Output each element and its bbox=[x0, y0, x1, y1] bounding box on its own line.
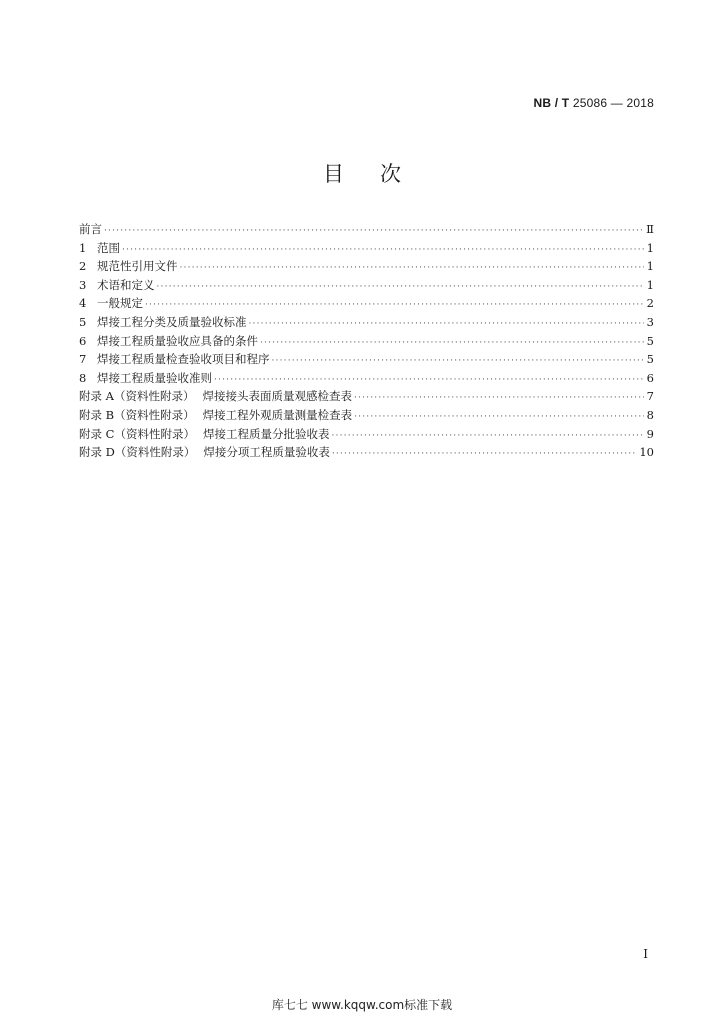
toc-item-label: 附录 A（资料性附录） bbox=[79, 389, 195, 404]
toc-item-page: 6 bbox=[646, 370, 654, 385]
toc-item-appendix-c[interactable] bbox=[79, 425, 654, 444]
toc-item-subtitle: 焊接接头表面质量观感检查表 bbox=[202, 389, 352, 404]
toc-item-label: 范围 bbox=[97, 240, 120, 255]
toc-item-page: 1 bbox=[646, 259, 654, 274]
toc-leader-dots bbox=[332, 445, 637, 464]
toc-item-6[interactable] bbox=[79, 332, 654, 351]
toc-leader-dots bbox=[260, 334, 644, 353]
toc-item-number: 6 bbox=[79, 333, 87, 348]
toc-item-page: 2 bbox=[646, 296, 654, 311]
standard-code-prefix: NB / T bbox=[533, 96, 570, 110]
toc-item-label: 焊接工程分类及质量验收标准 bbox=[97, 314, 247, 329]
toc-item-page: 9 bbox=[646, 426, 654, 441]
toc-leader-dots bbox=[272, 352, 645, 371]
toc-item-page: 5 bbox=[646, 333, 654, 348]
toc-item-subtitle: 焊接工程外观质量测量检查表 bbox=[202, 407, 353, 422]
toc-item-number: 7 bbox=[79, 352, 87, 367]
toc-leader-dots bbox=[122, 241, 644, 260]
toc-item-2[interactable] bbox=[79, 257, 654, 276]
toc-item-7[interactable] bbox=[79, 350, 654, 369]
page-title: 目次 bbox=[323, 162, 437, 186]
toc-leader-dots bbox=[354, 408, 644, 427]
toc-item-page: 1 bbox=[646, 240, 654, 255]
toc-item-number: 1 bbox=[79, 240, 87, 255]
toc-item-number: 5 bbox=[79, 314, 87, 329]
toc-item-label: 一般规定 bbox=[97, 296, 143, 311]
toc-item-3[interactable] bbox=[79, 276, 654, 295]
toc-item-page: 3 bbox=[646, 314, 654, 329]
toc-item-page: Ⅱ bbox=[646, 222, 654, 236]
toc-item-foreword[interactable] bbox=[79, 220, 654, 239]
toc-item-page: 5 bbox=[646, 352, 654, 367]
toc-item-number: 8 bbox=[79, 370, 87, 385]
footer-watermark: 库七七 www.kqqw.com标准下载 bbox=[271, 998, 453, 1012]
toc-item-label: 焊接工程质量验收准则 bbox=[97, 370, 212, 385]
toc-item-label: 附录 B（资料性附录） bbox=[79, 407, 195, 422]
toc-item-label: 焊接工程质量验收应具备的条件 bbox=[97, 333, 258, 348]
table-of-contents bbox=[79, 220, 654, 462]
toc-item-label: 术语和定义 bbox=[97, 277, 155, 292]
toc-item-number: 4 bbox=[79, 296, 87, 311]
toc-item-appendix-a[interactable] bbox=[79, 387, 654, 406]
toc-item-subtitle: 焊接工程质量分批验收表 bbox=[202, 426, 330, 441]
toc-item-number: 3 bbox=[79, 277, 87, 292]
toc-item-page: 8 bbox=[646, 407, 654, 422]
toc-item-label: 附录 D（资料性附录） bbox=[79, 445, 196, 460]
toc-leader-dots bbox=[157, 278, 645, 297]
toc-leader-dots bbox=[331, 427, 644, 446]
toc-item-page: 10 bbox=[639, 445, 654, 460]
page-number: I bbox=[643, 947, 648, 961]
toc-item-subtitle: 焊接分项工程质量验收表 bbox=[203, 445, 330, 460]
toc-item-appendix-d[interactable] bbox=[79, 443, 654, 462]
toc-item-page: 1 bbox=[646, 277, 654, 292]
toc-item-4[interactable] bbox=[79, 294, 654, 313]
standard-code bbox=[533, 96, 654, 110]
toc-leader-dots bbox=[104, 222, 644, 241]
standard-code-number: 25086 — 2018 bbox=[569, 96, 654, 110]
toc-item-label: 前言 bbox=[79, 222, 102, 236]
toc-item-5[interactable] bbox=[79, 313, 654, 332]
toc-leader-dots bbox=[249, 315, 645, 334]
toc-item-label: 焊接工程质量检查验收项目和程序 bbox=[97, 352, 270, 367]
toc-item-number: 2 bbox=[79, 259, 87, 274]
toc-item-label: 附录 C（资料性附录） bbox=[79, 426, 195, 441]
toc-item-label: 规范性引用文件 bbox=[97, 259, 178, 274]
toc-item-appendix-b[interactable] bbox=[79, 406, 654, 425]
toc-item-1[interactable] bbox=[79, 239, 654, 258]
toc-item-8[interactable] bbox=[79, 369, 654, 388]
toc-item-page: 7 bbox=[646, 389, 654, 404]
toc-leader-dots bbox=[354, 389, 644, 408]
toc-leader-dots bbox=[180, 259, 645, 278]
